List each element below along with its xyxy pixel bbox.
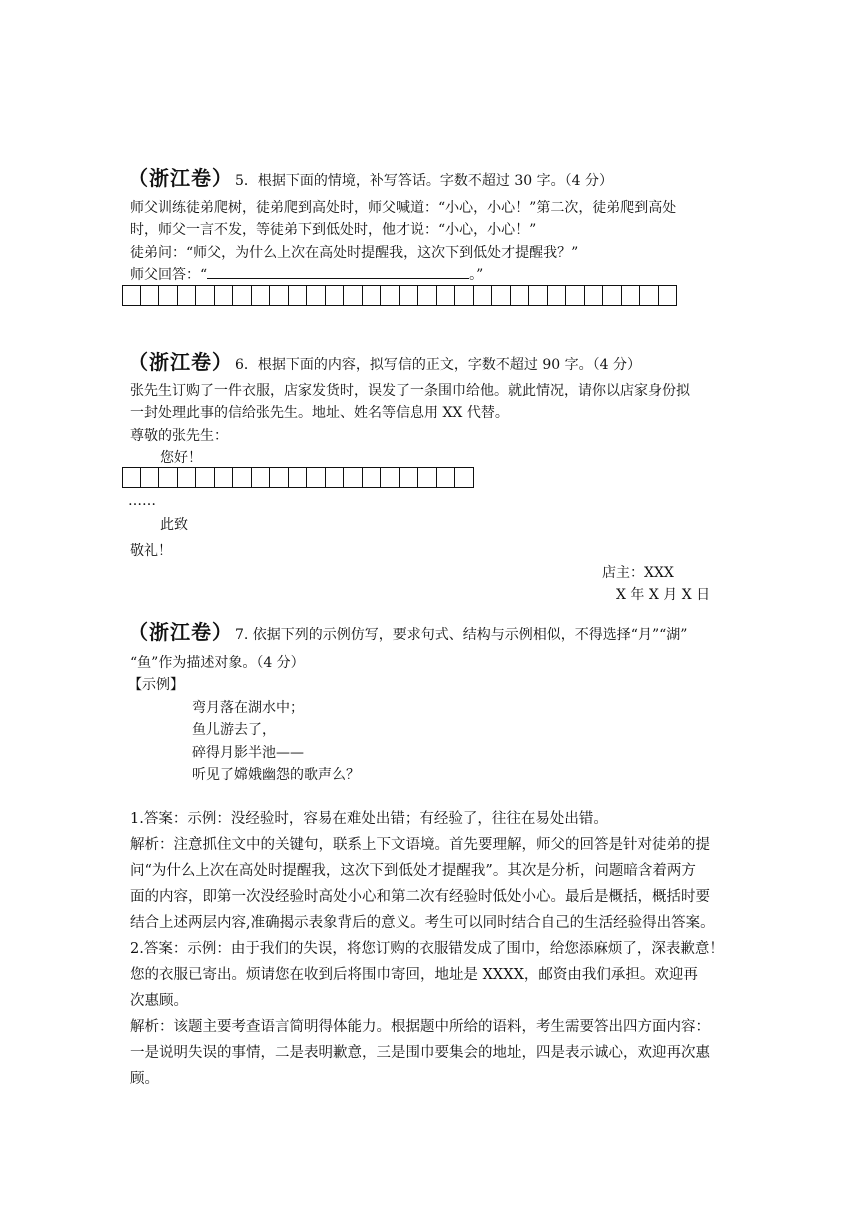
grid-cell[interactable] <box>437 285 456 306</box>
grid-cell[interactable] <box>381 285 400 306</box>
answer-1-line-1: 1.答案：示例：没经验时，容易在难处出错；有经验了，往往在易处出错。 <box>130 811 608 827</box>
grid-cell[interactable] <box>159 467 178 488</box>
answer-2-line-6: 顾。 <box>130 1071 159 1087</box>
grid-cell[interactable] <box>178 467 197 488</box>
grid-cell[interactable] <box>326 285 345 306</box>
grid-cell[interactable] <box>326 467 345 488</box>
grid-cell[interactable] <box>141 285 160 306</box>
grid-cell[interactable] <box>307 467 326 488</box>
q6-line1: 张先生订购了一件衣服，店家发货时，误发了一条围巾给他。就此情况，请你以店家身份拟 <box>130 383 690 399</box>
q7-tag: （浙江卷） <box>128 620 233 644</box>
answer-1-line-3: 问“为什么上次在高处时提醒我，这次下到低处才提醒我”。其次是分析，问题暗含着两方 <box>130 863 696 879</box>
answer-1-line-4: 面的内容，即第一次没经验时高处小心和第二次有经验时低处小心。最后是概括，概括时要 <box>130 889 710 905</box>
grid-cell[interactable] <box>344 285 363 306</box>
q5-answer-grid[interactable] <box>122 285 677 306</box>
grid-cell[interactable] <box>307 285 326 306</box>
q5-line1: 师父训练徒弟爬树，徒弟爬到高处时，师父喊道：“小心，小心！”第二次，徒弟爬到高处 <box>130 200 677 216</box>
grid-cell[interactable] <box>233 285 252 306</box>
grid-cell[interactable] <box>270 467 289 488</box>
grid-cell[interactable] <box>511 285 530 306</box>
q5-heading <box>128 162 613 191</box>
q5-line3: 徒弟问：“师父，为什么上次在高处时提醒我，这次下到低处才提醒我？” <box>130 245 579 261</box>
grid-cell[interactable] <box>400 467 419 488</box>
grid-cell[interactable] <box>585 285 604 306</box>
answer-2-line-5: 一是说明失误的事情，二是表明歉意，三是围巾要集会的地址，四是表示诚心，欢迎再次惠 <box>130 1045 710 1061</box>
grid-cell[interactable] <box>215 467 234 488</box>
q5-line2: 时，师父一言不发，等徒弟下到低处时，他才说：“小心，小心！” <box>130 222 537 238</box>
q6-greeting: 您好！ <box>160 450 202 466</box>
grid-cell[interactable] <box>566 285 585 306</box>
grid-cell[interactable] <box>603 285 622 306</box>
grid-cell[interactable] <box>141 467 160 488</box>
q6-closing1: 此致 <box>160 517 188 533</box>
grid-cell[interactable] <box>640 285 659 306</box>
grid-cell[interactable] <box>233 467 252 488</box>
grid-cell[interactable] <box>455 285 474 306</box>
q5-line4-suffix: 。” <box>469 267 484 283</box>
grid-cell[interactable] <box>270 285 289 306</box>
q6-salutation: 尊敬的张先生： <box>130 428 228 444</box>
q6-line2: 一封处理此事的信给张先生。地址、姓名等信息用 XX 代替。 <box>130 405 509 421</box>
answer-2-line-1: 2.答案：示例：由于我们的失误，将您订购的衣服错发成了围巾，给您添麻烦了，深表歉意！ <box>130 941 724 957</box>
grid-cell[interactable] <box>474 285 493 306</box>
q5-tag: （浙江卷） <box>128 166 233 190</box>
q5-line4 <box>130 264 483 286</box>
q6-title: 6．根据下面的内容，拟写信的正文，字数不超过 90 字。（4 分） <box>235 357 641 373</box>
grid-cell[interactable] <box>492 285 511 306</box>
q6-answer-grid[interactable] <box>122 467 474 488</box>
answer-2-line-3: 次惠顾。 <box>130 993 188 1009</box>
q7-heading <box>128 616 687 645</box>
q7-poem-line-2: 鱼儿游去了， <box>192 722 276 738</box>
q7-poem-line-1: 弯月落在湖水中； <box>192 700 304 716</box>
q5-title: 5．根据下面的情境，补写答话。字数不超过 30 字。（4 分） <box>235 173 613 189</box>
q6-closing2: 敬礼！ <box>130 543 172 559</box>
grid-cell[interactable] <box>363 285 382 306</box>
answer-2-line-4: 解析：该题主要考查语言简明得体能力。根据题中所给的语料，考生需要答出四方面内容： <box>130 1019 710 1035</box>
q7-title-cont: “鱼”作为描述对象。（4 分） <box>130 655 305 671</box>
grid-cell[interactable] <box>400 285 419 306</box>
grid-cell[interactable] <box>196 467 215 488</box>
grid-cell[interactable] <box>381 467 400 488</box>
grid-cell[interactable] <box>363 467 382 488</box>
grid-cell[interactable] <box>437 467 456 488</box>
grid-cell[interactable] <box>529 285 548 306</box>
grid-cell[interactable] <box>659 285 678 306</box>
q6-date: X 年 X 月 X 日 <box>616 587 711 603</box>
grid-cell[interactable] <box>215 285 234 306</box>
grid-cell[interactable] <box>252 467 271 488</box>
grid-cell[interactable] <box>252 285 271 306</box>
grid-cell[interactable] <box>289 285 308 306</box>
grid-cell[interactable] <box>418 285 437 306</box>
q6-tag: （浙江卷） <box>128 350 233 374</box>
q6-signer: 店主：XXX <box>602 565 674 581</box>
q5-line4-prefix: 师父回答：“ <box>130 267 208 283</box>
grid-cell[interactable] <box>122 285 141 306</box>
grid-cell[interactable] <box>344 467 363 488</box>
q7-title: 7. 依据下列的示例仿写，要求句式、结构与示例相似，不得选择“月”“湖” <box>235 627 688 643</box>
q6-heading <box>128 346 641 375</box>
q7-example-label: 【示例】 <box>128 677 184 693</box>
grid-cell[interactable] <box>455 467 474 488</box>
grid-cell[interactable] <box>178 285 197 306</box>
q6-ellipsis: …… <box>128 493 156 509</box>
grid-cell[interactable] <box>418 467 437 488</box>
answer-1-line-2: 解析：注意抓住文中的关键句，联系上下文语境。首先要理解，师父的回答是针对徒弟的提 <box>130 837 710 853</box>
grid-cell[interactable] <box>548 285 567 306</box>
q5-answer-blank[interactable] <box>207 264 469 279</box>
grid-cell[interactable] <box>196 285 215 306</box>
grid-cell[interactable] <box>622 285 641 306</box>
answer-2-line-2: 您的衣服已寄出。烦请您在收到后将围巾寄回，地址是 XXXX，邮资由我们承担。欢迎再 <box>130 967 698 983</box>
answer-1-line-5: 结合上述两层内容,准确揭示表象背后的意义。考生可以同时结合自己的生活经验得出答案。 <box>130 915 715 931</box>
q7-poem-line-3: 碎得月影半池—— <box>192 745 304 761</box>
grid-cell[interactable] <box>289 467 308 488</box>
grid-cell[interactable] <box>159 285 178 306</box>
q7-poem-line-4: 听见了嫦娥幽怨的歌声么？ <box>192 767 360 783</box>
grid-cell[interactable] <box>122 467 141 488</box>
